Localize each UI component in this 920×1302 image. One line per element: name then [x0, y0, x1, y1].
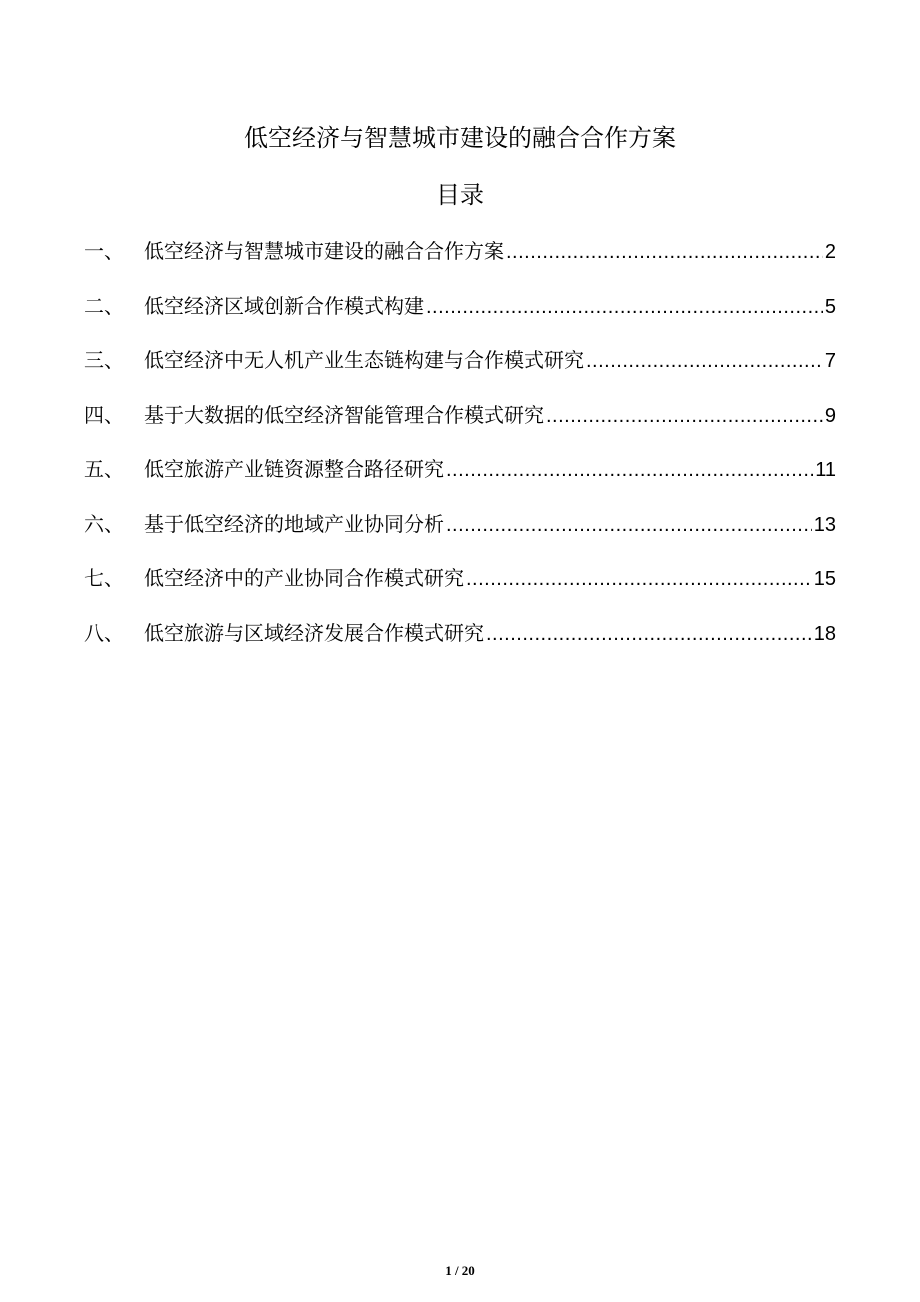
- toc-entry-title[interactable]: 低空经济中无人机产业生态链构建与合作模式研究: [144, 348, 584, 372]
- toc-entry-title[interactable]: 低空旅游产业链资源整合路径研究: [144, 457, 444, 481]
- toc-entry-3[interactable]: [84, 342, 836, 397]
- toc-entry-title[interactable]: 低空经济区域创新合作模式构建: [144, 293, 424, 318]
- toc-entry-title[interactable]: 基于低空经济的地域产业协同分析: [144, 511, 444, 536]
- toc-entry-title[interactable]: 基于大数据的低空经济智能管理合作模式研究: [144, 402, 544, 427]
- toc-entry-number: 四、: [84, 402, 124, 427]
- toc-entry-6[interactable]: [84, 506, 836, 561]
- toc-dot-leader: [426, 289, 823, 325]
- toc-dot-leader: [446, 507, 812, 543]
- toc-entry-7[interactable]: [84, 560, 836, 615]
- toc-dot-leader: [466, 561, 812, 597]
- toc-entry-page[interactable]: 2: [824, 241, 836, 263]
- toc-entry-2[interactable]: [84, 288, 836, 343]
- toc-entry-page[interactable]: 18: [813, 622, 836, 645]
- toc-entry-title[interactable]: 低空经济与智慧城市建设的融合合作方案: [144, 239, 504, 263]
- toc-entry-number: 八、: [84, 620, 124, 645]
- toc-entry-page[interactable]: 7: [824, 350, 836, 372]
- toc-entry-8[interactable]: [84, 615, 836, 670]
- toc-entry-number: 二、: [84, 293, 124, 318]
- toc-entry-title[interactable]: 低空旅游与区域经济发展合作模式研究: [144, 620, 484, 645]
- toc-entry-number: 三、: [84, 348, 124, 372]
- toc-entry-number: 一、: [84, 239, 124, 263]
- toc-entry-page[interactable]: 9: [824, 404, 836, 427]
- table-of-contents: [84, 233, 836, 669]
- toc-entry-number: 六、: [84, 511, 124, 536]
- toc-entry-page[interactable]: 13: [813, 513, 836, 536]
- toc-entry-4[interactable]: [84, 397, 836, 452]
- toc-entry-page[interactable]: 15: [813, 568, 836, 590]
- toc-dot-leader: [546, 398, 823, 434]
- page-number-footer: 1 / 20: [445, 1263, 475, 1278]
- toc-dot-leader: [586, 343, 823, 379]
- toc-entry-5[interactable]: [84, 451, 836, 506]
- toc-dot-leader: [446, 452, 813, 488]
- toc-entry-1[interactable]: [84, 233, 836, 288]
- toc-entry-title[interactable]: 低空经济中的产业协同合作模式研究: [144, 566, 464, 590]
- toc-dot-leader: [486, 616, 812, 652]
- toc-heading: 目录: [436, 181, 484, 209]
- toc-entry-page[interactable]: 5: [824, 295, 836, 318]
- toc-entry-number: 七、: [84, 566, 124, 590]
- toc-dot-leader: [506, 234, 823, 270]
- document-title: 低空经济与智慧城市建设的融合合作方案: [244, 124, 676, 152]
- toc-entry-page[interactable]: 11: [815, 459, 836, 481]
- toc-entry-number: 五、: [84, 457, 124, 481]
